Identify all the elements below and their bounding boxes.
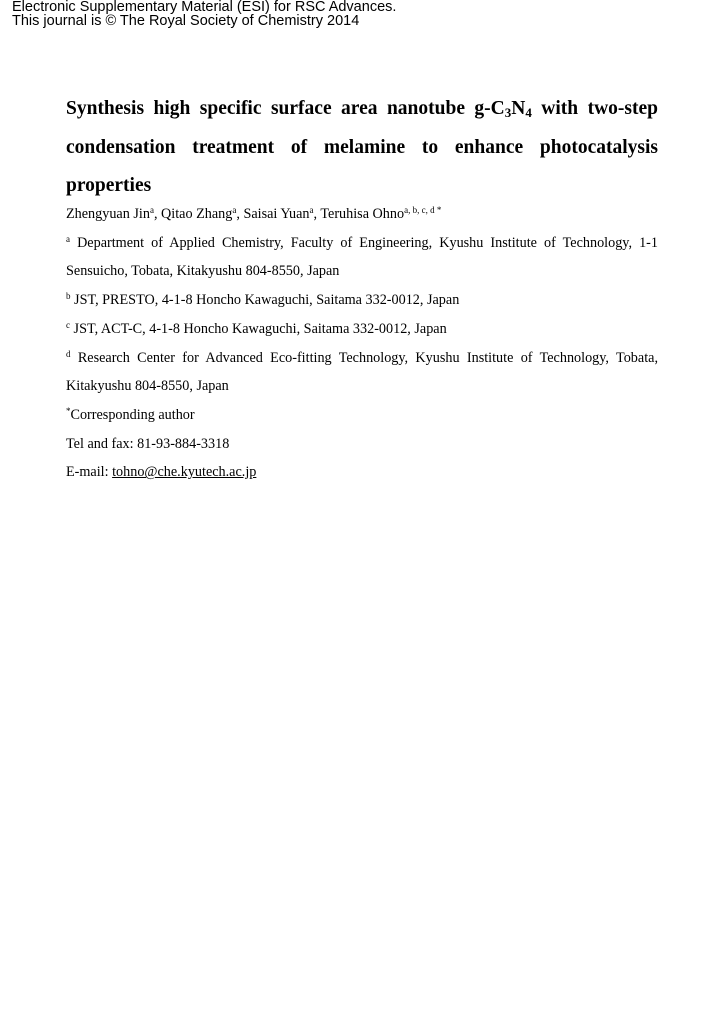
author: Saisai Yuan — [243, 206, 310, 222]
front-matter — [66, 200, 658, 487]
author-sep: , — [313, 206, 321, 222]
title-line1 — [66, 90, 658, 129]
affiliation-mark: a — [66, 233, 70, 244]
title-n: N — [511, 98, 526, 119]
author-aff: a — [149, 205, 154, 215]
esi-header — [12, 0, 396, 28]
author-list — [66, 200, 658, 229]
affiliation-text: JST, ACT-C, 4-1-8 Honcho Kawaguchi, Saitama 332-0012, Japan — [70, 320, 447, 337]
affiliation-mark: c — [66, 319, 70, 330]
title-line3: properties — [66, 175, 152, 196]
affiliation-a-line1 — [66, 229, 658, 258]
author-sep: , — [153, 206, 162, 222]
author: Qitao Zhang — [161, 206, 233, 222]
title-line2: condensation treatment of melamine to enhance photocatalysis — [66, 136, 658, 158]
title-sub-4: 4 — [525, 105, 532, 120]
author-aff: a — [309, 205, 314, 215]
author-aff: a, b, c, d * — [404, 205, 442, 215]
title-line1-pre: Synthesis high specific surface area nanotube g-C — [66, 98, 505, 119]
esi-header-line1: Electronic Supplementary Material (ESI) for RSC Advances. — [12, 0, 397, 15]
affiliation-text: Department of Applied Chemistry, Faculty of Engineering, Kyushu Institute of Technology, 1-1 — [70, 234, 658, 251]
affiliation-text: Research Center for Advanced Eco-fitting Technology, Kyushu Institute of Technology, Tobata, — [70, 349, 658, 366]
author-aff: a — [232, 205, 237, 215]
title-sub-3: 3 — [504, 105, 512, 120]
corresponding-author — [66, 401, 658, 430]
affiliation-text: JST, PRESTO, 4-1-8 Honcho Kawaguchi, Saitama 332-0012, Japan — [70, 292, 460, 309]
email-link[interactable]: tohno@che.kyutech.ac.jp — [112, 464, 257, 481]
corresponding-text: Corresponding author — [70, 406, 195, 423]
author: Zhengyuan Jin — [66, 206, 150, 222]
affiliation-d-line1 — [66, 344, 658, 373]
tel-fax: Tel and fax: 81-93-884-3318 — [66, 435, 230, 452]
title-line1-post: with two-step — [531, 98, 658, 119]
affiliation-d-line2: Kitakyushu 804-8550, Japan — [66, 378, 229, 395]
affiliation-mark: d — [66, 348, 71, 359]
affiliation-c — [66, 315, 658, 344]
affiliation-b — [66, 286, 658, 315]
paper-title — [66, 90, 658, 206]
email-line — [66, 458, 658, 487]
affiliation-d — [66, 344, 658, 401]
affiliation-mark: b — [66, 291, 71, 302]
corresponding-mark: * — [66, 405, 71, 416]
author: Teruhisa Ohno — [320, 206, 405, 222]
affiliation-a — [66, 229, 658, 286]
author-sep: , — [236, 206, 244, 222]
esi-header-line2: This journal is © The Royal Society of Chemistry 2014 — [12, 13, 360, 29]
email-label: E-mail: — [66, 464, 113, 481]
affiliation-a-line2: Sensuicho, Tobata, Kitakyushu 804-8550, Japan — [66, 263, 340, 280]
